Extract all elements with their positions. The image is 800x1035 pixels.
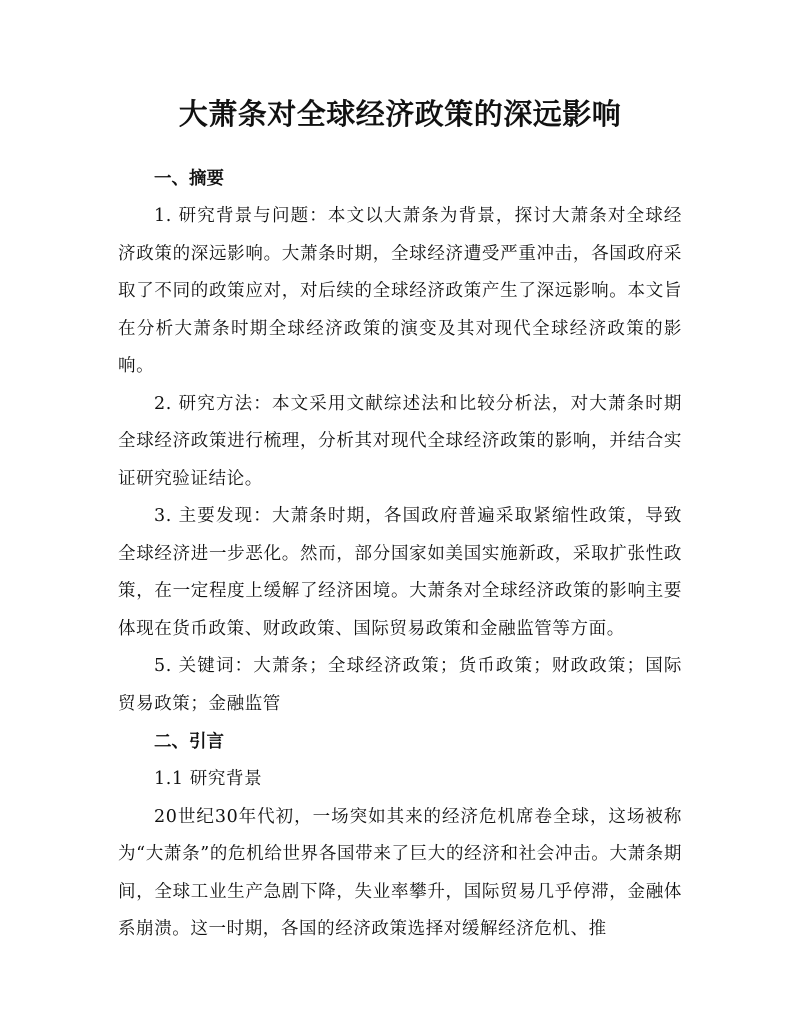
paragraph-findings: 3. 主要发现：大萧条时期，各国政府普遍采取紧缩性政策，导致全球经济进一步恶化。然而，部分国家如美国实施新政，采取扩张性政策，在一定程度上缓解了经济困境。大萧条对全球经济政策的影响主要体现在货币政策、财政政策、国际贸易政策和金融监管等方面。 xyxy=(118,506,682,639)
paragraph-intro-body: 20世纪30年代初，一场突如其来的经济危机席卷全球，这场被称为“大萧条”的危机给世界各国带来了巨大的经济和社会冲击。大萧条期间，全球工业生产急剧下降，失业率攀升，国际贸易几乎停滞，金融体系崩溃。这一时期，各国的经济政策选择对缓解经济危机、推 xyxy=(118,806,682,939)
section-abstract xyxy=(118,160,682,723)
paragraph-background: 1. 研究背景与问题：本文以大萧条为背景，探讨大萧条对全球经济政策的深远影响。大萧条时期，全球经济遭受严重冲击，各国政府采取了不同的政策应对，对后续的全球经济政策产生了深远影响。本文旨在分析大萧条时期全球经济政策的演变及其对现代全球经济政策的影响。 xyxy=(118,206,682,376)
paragraph-method: 2. 研究方法：本文采用文献综述法和比较分析法，对大萧条时期全球经济政策进行梳理，分析其对现代全球经济政策的影响，并结合实证研究验证结论。 xyxy=(118,393,682,489)
section-heading-introduction: 二、引言 xyxy=(154,732,224,752)
subsection-heading-background: 1.1 研究背景 xyxy=(154,769,263,789)
section-introduction xyxy=(118,723,682,949)
section-heading-abstract: 一、摘要 xyxy=(154,169,224,189)
document-title: 大萧条对全球经济政策的深远影响 xyxy=(178,97,622,131)
paragraph-keywords: 5. 关键词：大萧条；全球经济政策；货币政策；财政政策；国际贸易政策；金融监管 xyxy=(118,656,682,714)
